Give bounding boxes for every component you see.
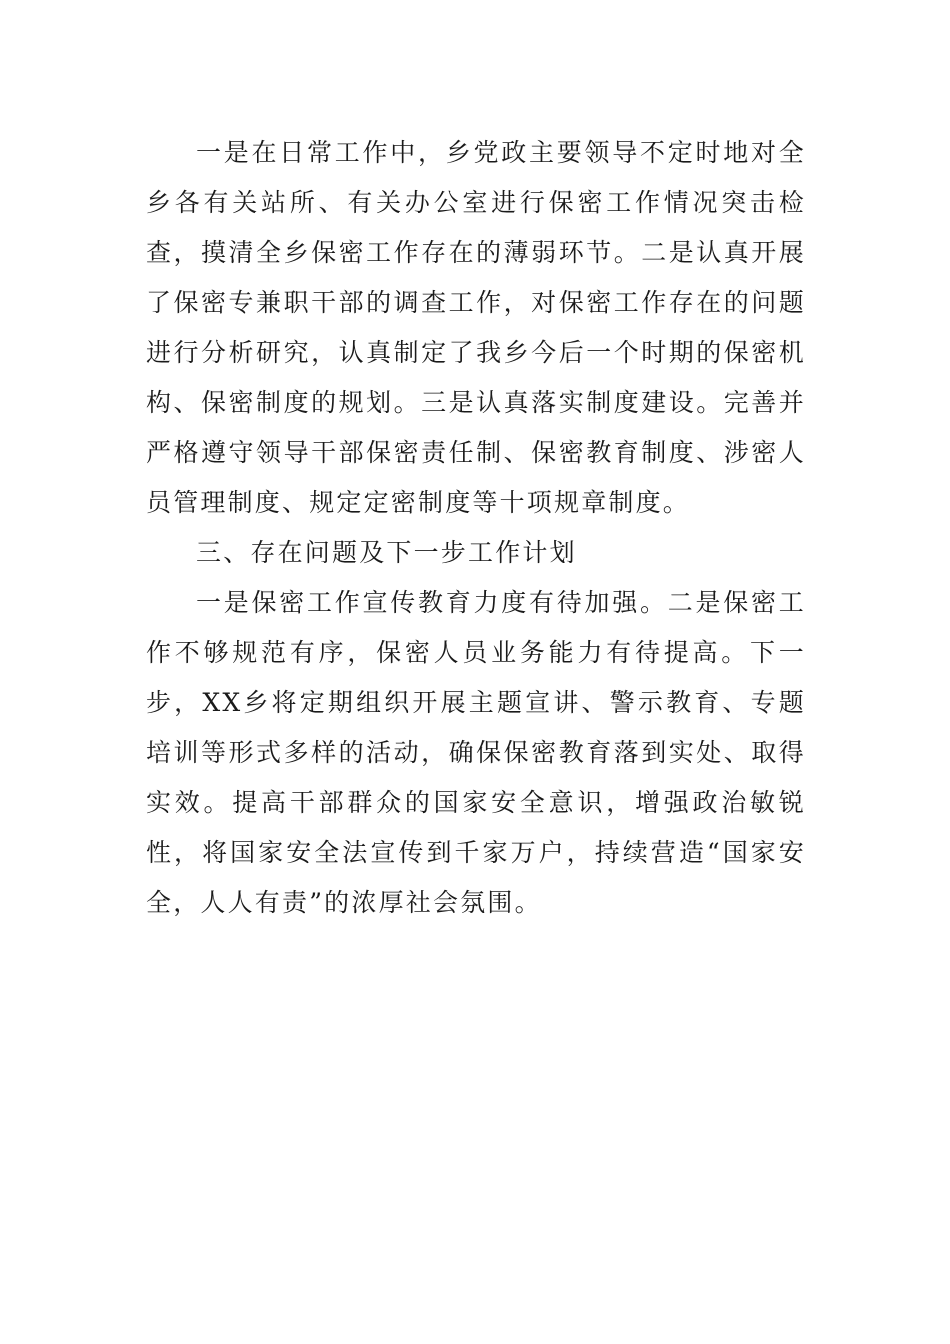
- section-heading-problems-and-plan: 三、存在问题及下一步工作计划: [196, 538, 577, 567]
- document-body: [146, 128, 806, 928]
- paragraph-problems-and-next-steps: 一是保密工作宣传教育力度有待加强。二是保密工作不够规范有序，保密人员业务能力有待提高。下一步，XX乡将定期组织开展主题宣讲、警示教育、专题培训等形式多样的活动，确保保密教育落到实处、取得实效。提高干部群众的国家安全意识，增强政治敏锐性，将国家安全法宣传到千家万户，持续营造“国家安全，人人有责”的浓厚社会氛围。: [146, 588, 806, 917]
- paragraph-inspection-and-systems: 一是在日常工作中，乡党政主要领导不定时地对全乡各有关站所、有关办公室进行保密工作情况突击检查，摸清全乡保密工作存在的薄弱环节。二是认真开展了保密专兼职干部的调查工作，对保密工作存在的问题进行分析研究，认真制定了我乡今后一个时期的保密机构、保密制度的规划。三是认真落实制度建设。完善并严格遵守领导干部保密责任制、保密教育制度、涉密人员管理制度、规定定密制度等十项规章制度。: [146, 138, 806, 517]
